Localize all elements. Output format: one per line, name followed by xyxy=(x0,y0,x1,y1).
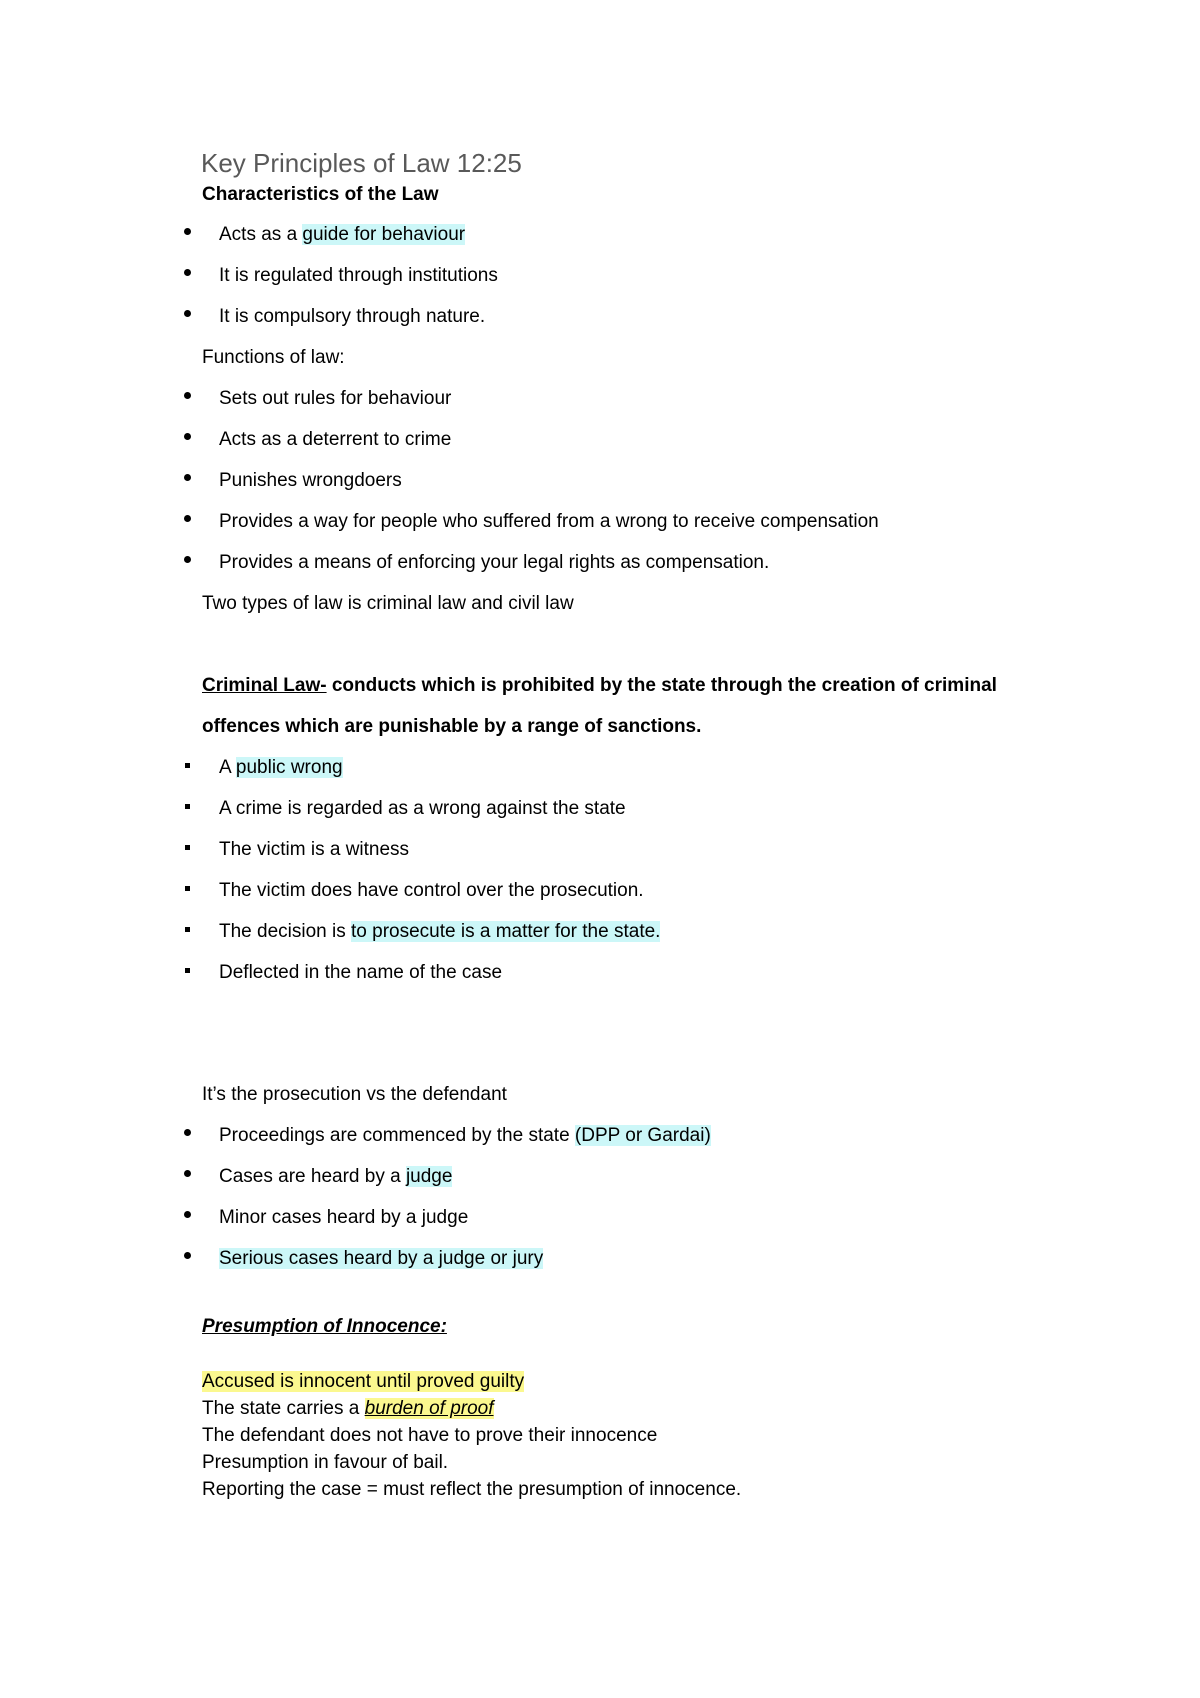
presumption-line: The defendant does not have to prove their innocence xyxy=(202,1425,658,1446)
bullet-icon xyxy=(184,228,191,235)
square-bullet-icon xyxy=(185,886,190,891)
presumption-line: Presumption in favour of bail. xyxy=(202,1452,449,1473)
bullet-icon xyxy=(184,269,191,276)
bullet-icon xyxy=(184,1252,191,1259)
bullet-icon xyxy=(184,474,191,481)
bullet-icon xyxy=(184,1129,191,1136)
bullet-icon xyxy=(184,310,191,317)
bullet-icon xyxy=(184,556,191,563)
burden-of-proof-line xyxy=(202,1397,494,1421)
criminal-item xyxy=(219,920,660,944)
characteristics-item xyxy=(219,223,465,247)
characteristics-item: It is regulated through institutions xyxy=(219,265,498,286)
criminal-item: The victim does have control over the prosecution. xyxy=(219,880,644,901)
square-bullet-icon xyxy=(185,927,190,932)
characteristics-heading: Characteristics of the Law xyxy=(202,184,439,205)
bullet-icon xyxy=(184,1170,191,1177)
prosecution-item: Minor cases heard by a judge xyxy=(219,1207,469,1228)
item-text: A xyxy=(219,757,236,778)
highlighted-text: judge xyxy=(405,1166,453,1187)
bullet-icon xyxy=(184,1211,191,1218)
prosecution-heading: It’s the prosecution vs the defendant xyxy=(202,1084,507,1105)
presumption-highlight-line xyxy=(202,1370,524,1394)
item-text: Acts as a xyxy=(219,224,303,245)
criminal-item: Deflected in the name of the case xyxy=(219,962,503,983)
square-bullet-icon xyxy=(185,804,190,809)
functions-item: Sets out rules for behaviour xyxy=(219,388,452,409)
square-bullet-icon xyxy=(185,968,190,973)
highlighted-text: guide for behaviour xyxy=(302,224,466,245)
square-bullet-icon xyxy=(185,763,190,768)
item-text: Proceedings are commenced by the state xyxy=(219,1125,575,1146)
highlighted-text: (DPP or Gardai) xyxy=(574,1125,711,1146)
criminal-law-term: Criminal Law- xyxy=(202,675,327,696)
prosecution-item xyxy=(219,1124,711,1148)
item-text: The state carries a xyxy=(202,1398,365,1419)
highlighted-text: Serious cases heard by a judge or jury xyxy=(219,1248,544,1269)
functions-item: Punishes wrongdoers xyxy=(219,470,402,491)
prosecution-item xyxy=(219,1247,543,1271)
two-types-text: Two types of law is criminal law and civil law xyxy=(202,593,574,614)
functions-item: Acts as a deterrent to crime xyxy=(219,429,452,450)
criminal-law-definition-cont: offences which are punishable by a range of sanctions. xyxy=(202,716,702,737)
burden-of-proof-term: burden of proof xyxy=(364,1398,494,1419)
highlighted-text: public wrong xyxy=(235,757,343,778)
bullet-icon xyxy=(184,515,191,522)
criminal-law-definition xyxy=(202,674,997,698)
criminal-item xyxy=(219,756,343,780)
characteristics-item: It is compulsory through nature. xyxy=(219,306,486,327)
functions-item: Provides a means of enforcing your legal rights as compensation. xyxy=(219,552,770,573)
definition-text: conducts which is prohibited by the state through the creation of criminal xyxy=(326,675,997,696)
item-text: Cases are heard by a xyxy=(219,1166,406,1187)
presumption-heading: Presumption of Innocence: xyxy=(202,1316,447,1337)
criminal-item: The victim is a witness xyxy=(219,839,410,860)
highlighted-text: Accused is innocent until proved guilty xyxy=(202,1371,525,1392)
page-title: Key Principles of Law 12:25 xyxy=(201,148,522,178)
bullet-icon xyxy=(184,392,191,399)
square-bullet-icon xyxy=(185,845,190,850)
prosecution-item xyxy=(219,1165,452,1189)
functions-heading: Functions of law: xyxy=(202,347,345,368)
item-text: The decision is xyxy=(219,921,352,942)
criminal-item: A crime is regarded as a wrong against the state xyxy=(219,798,626,819)
highlighted-text: to prosecute is a matter for the state. xyxy=(351,921,661,942)
presumption-line: Reporting the case = must reflect the presumption of innocence. xyxy=(202,1479,742,1500)
bullet-icon xyxy=(184,433,191,440)
functions-item: Provides a way for people who suffered from a wrong to receive compensation xyxy=(219,511,879,532)
